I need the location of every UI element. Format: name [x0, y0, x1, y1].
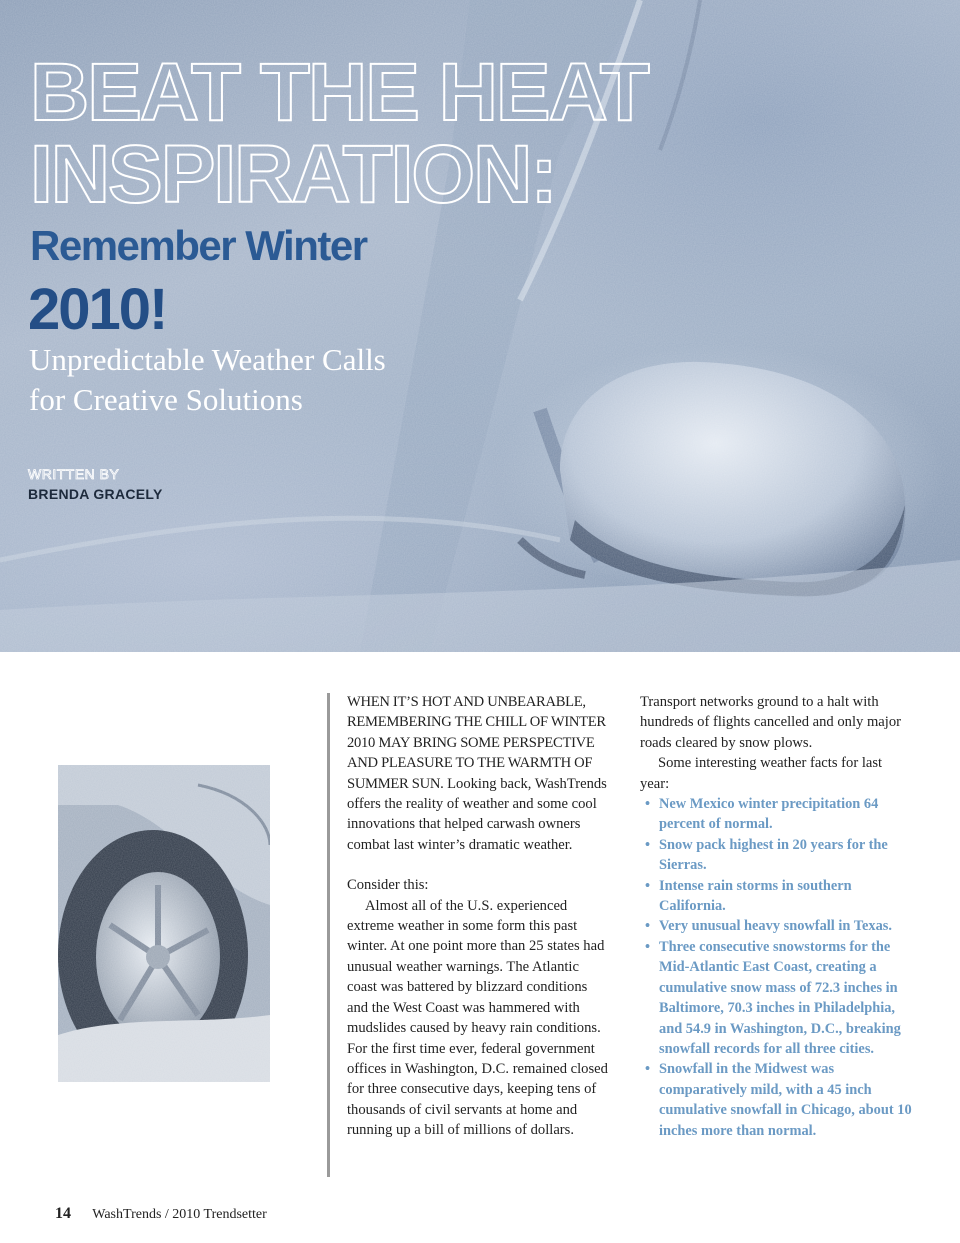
bullet-icon: •: [645, 796, 651, 813]
page-footer: [55, 1205, 267, 1223]
list-item: • Intense rain storms in southern California.: [645, 877, 852, 915]
headline-year: 2010!: [28, 277, 167, 342]
tire-illustration: [58, 765, 270, 1082]
column-divider: [327, 693, 330, 1177]
list-item: • Three consecutive snowstorms for the Mid-Atlantic East Coast, creating a cumulative snow mass of 72.3 inches in Baltimore, 70.3 inches in Philadelphia, and 54.9 in Washington, D.C., breaking snowfall records for all three cities.: [645, 938, 901, 1057]
bullet-icon: •: [645, 1061, 651, 1078]
article-column-1: [347, 692, 609, 1141]
list-item: • Snow pack highest in 20 years for the Sierras.: [645, 836, 888, 874]
lead-paragraph: [347, 692, 609, 855]
bullet-icon: •: [645, 938, 651, 955]
bullet-icon: •: [645, 877, 651, 894]
page-number: 14: [55, 1205, 71, 1222]
lead-in-caps: WHEN IT’S HOT AND UNBEARABLE, REMEMBERING THE CHILL OF WINTER 2010 MAY BRING SOME PERSPECTIVE AND PLEASURE TO THE WARMTH OF SUMMER SUN.: [347, 694, 606, 792]
list-item: • New Mexico winter precipitation 64 percent of normal.: [645, 796, 879, 833]
article-deck: Unpredictable Weather Calls for Creative Solutions: [29, 342, 386, 417]
headline-subtitle: Remember Winter: [30, 222, 367, 269]
headline-line-2: INSPIRATION:: [30, 129, 556, 220]
body-paragraph: Almost all of the U.S. experienced extreme weather in some form this past winter. At one point more than 25 states had unusual weather warnings. The Atlantic coast was battered by blizzard conditions and the West Coast was hammered with mudslides caused by heavy rain conditions. For the first time ever, federal government offices in Washington, D.C. remained closed for three consecutive days, keeping tens of thousands of civil servants at home and running up a bill of millions of dollars.: [347, 897, 608, 1139]
facts-intro: Some interesting weather facts for last year:: [640, 755, 883, 792]
lead-in-text: Looking back, WashTrends offers the reality of weather and some cool innovations that helped carwash owners combat last winter’s dramatic weather.: [347, 775, 607, 853]
weather-facts-list: [640, 794, 912, 1141]
bullet-icon: •: [645, 836, 651, 853]
list-item: • Snowfall in the Midwest was comparatively mild, with a 45 inch cumulative snowfall in Chicago, about 10 inches more than normal.: [645, 1061, 912, 1139]
byline-author: BRENDA GRACELY: [28, 486, 163, 502]
list-item: • Very unusual heavy snowfall in Texas.: [642, 916, 912, 936]
byline-label: WRITTEN BY: [28, 466, 120, 482]
snowy-tire-photo: [58, 765, 270, 1082]
bullet-icon: •: [645, 918, 651, 935]
headline-line-1: BEAT THE HEAT: [30, 47, 648, 138]
publication-name: WashTrends / 2010 Trendsetter: [92, 1207, 267, 1222]
consider-heading: Consider this:: [347, 877, 429, 894]
continuation-paragraph: Transport networks ground to a halt with hundreds of flights cancelled and only major roads cleared by snow plows.: [640, 694, 901, 751]
article-column-2: [640, 692, 912, 1141]
